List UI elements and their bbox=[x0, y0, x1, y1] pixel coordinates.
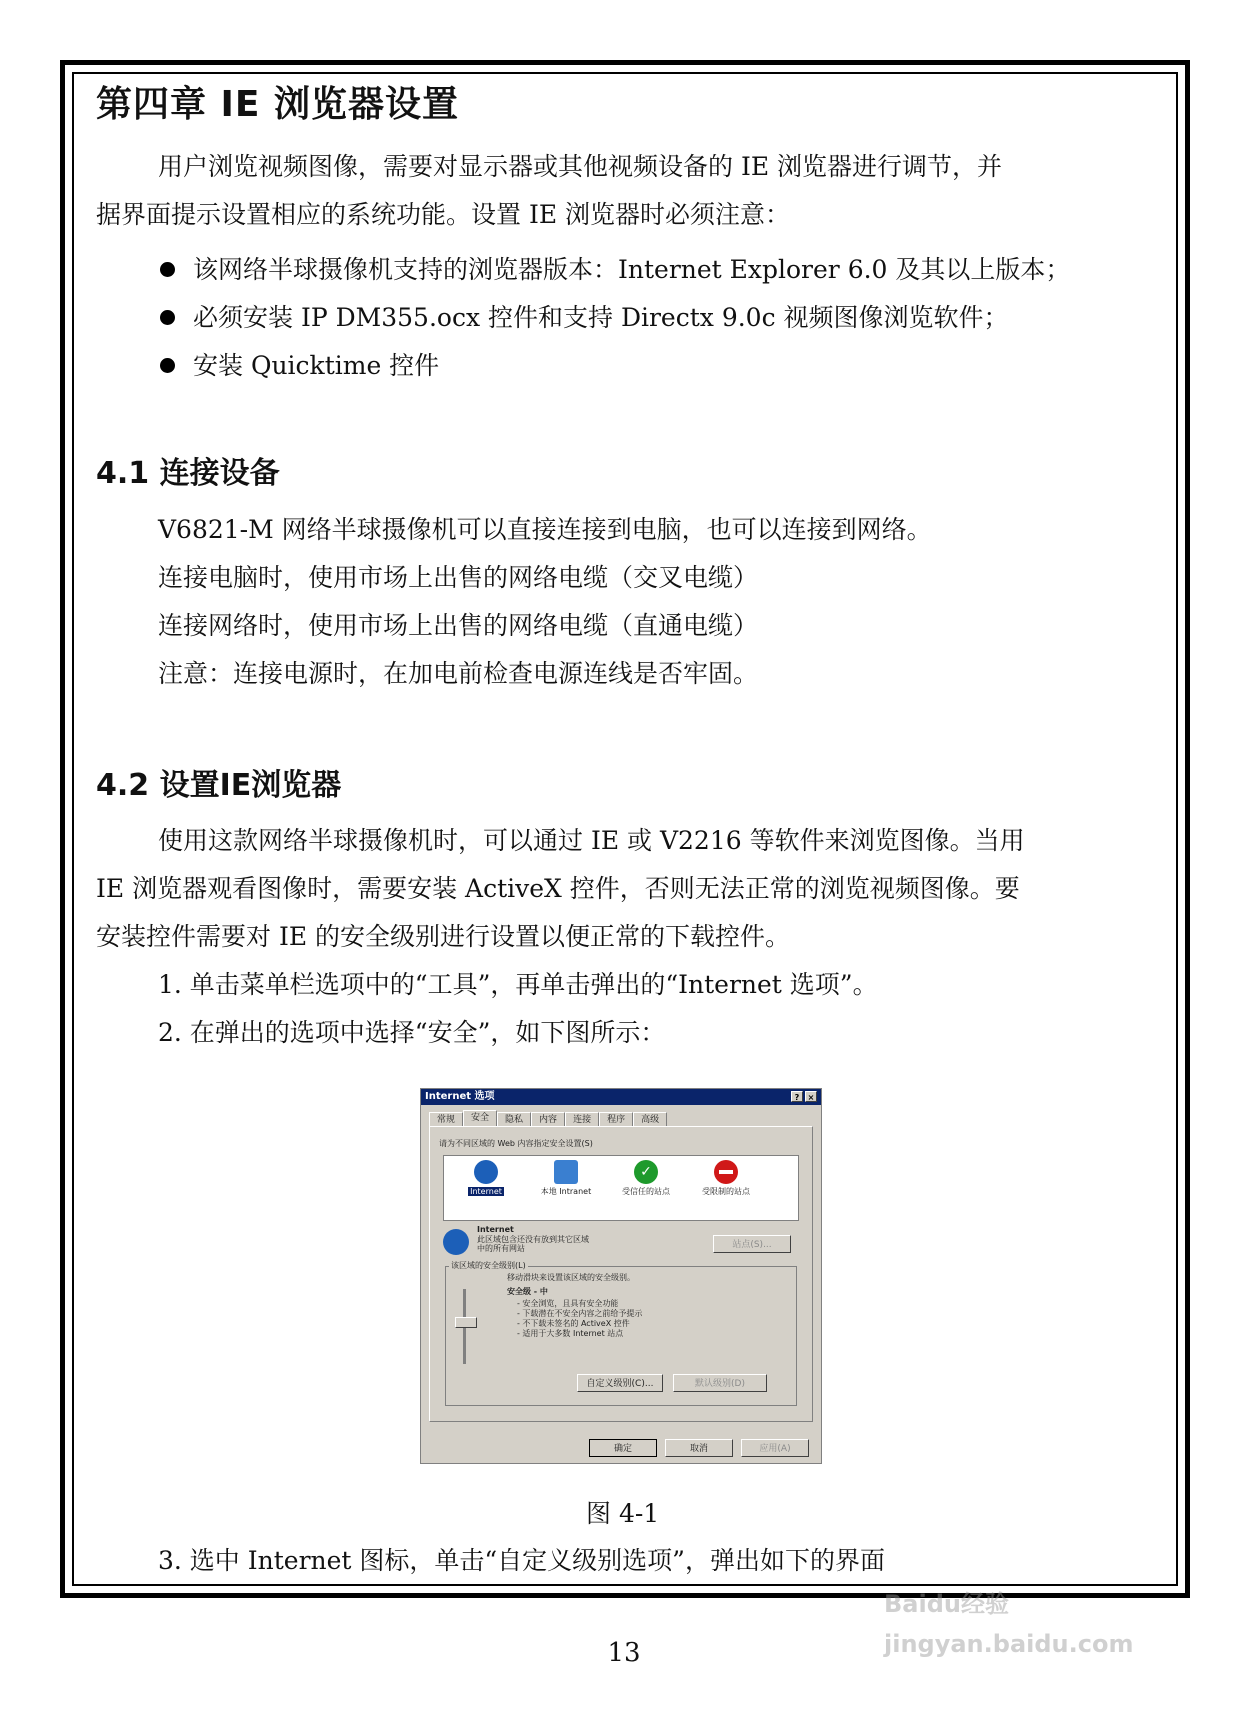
zone-trusted[interactable]: ✓ 受信任的站点 bbox=[608, 1160, 684, 1196]
zone-prompt: 请为不同区域的 Web 内容指定安全设置(S) bbox=[439, 1139, 593, 1148]
cancel-button[interactable]: 取消 bbox=[665, 1439, 733, 1457]
bullet-dot-icon bbox=[160, 310, 175, 325]
ok-button[interactable]: 确定 bbox=[589, 1439, 657, 1457]
zone-internet[interactable]: Internet bbox=[448, 1160, 524, 1196]
watermark: Baidu经验 jingyan.baidu.com bbox=[884, 1590, 1134, 1658]
check-icon: ✓ bbox=[634, 1160, 658, 1184]
section-4-2-para-line: IE 浏览器观看图像时，需要安装 ActiveX 控件，否则无法正常的浏览视频图像。要 bbox=[96, 874, 1020, 903]
section-4-1-line: 连接网络时，使用市场上出售的网络电缆（直通电缆） bbox=[158, 611, 759, 640]
chapter-title: 第四章 IE 浏览器设置 bbox=[96, 84, 460, 125]
close-button[interactable]: × bbox=[805, 1091, 817, 1102]
section-4-2-para-line: 安装控件需要对 IE 的安全级别进行设置以便正常的下载控件。 bbox=[96, 922, 791, 951]
intro-line-1: 用户浏览视频图像，需要对显示器或其他视频设备的 IE 浏览器进行调节，并 bbox=[158, 152, 1003, 181]
intranet-icon bbox=[554, 1160, 578, 1184]
dialog-titlebar bbox=[421, 1089, 821, 1105]
globe-icon bbox=[474, 1160, 498, 1184]
security-slider-thumb[interactable] bbox=[455, 1317, 477, 1328]
bullet-dot-icon bbox=[160, 262, 175, 277]
step-2: 2. 在弹出的选项中选择“安全”，如下图所示： bbox=[158, 1018, 666, 1047]
security-level-hint: 移动滑块来设置该区域的安全级别。 bbox=[507, 1273, 635, 1282]
dialog-tabs bbox=[429, 1110, 667, 1126]
section-4-1-line: 连接电脑时，使用市场上出售的网络电缆（交叉电缆） bbox=[158, 563, 759, 592]
step-1: 1. 单击菜单栏选项中的“工具”，再单击弹出的“Internet 选项”。 bbox=[158, 970, 878, 999]
tab-security[interactable]: 安全 bbox=[463, 1110, 497, 1127]
zone-restricted[interactable]: 受限制的站点 bbox=[688, 1160, 764, 1196]
section-4-2-heading: 4.2 设置IE浏览器 bbox=[96, 768, 342, 803]
custom-level-button[interactable]: 自定义级别(C)... bbox=[577, 1374, 663, 1392]
zone-local-intranet[interactable]: 本地 Intranet bbox=[528, 1160, 604, 1196]
bullet-item: 必须安装 IP DM355.ocx 控件和支持 Directx 9.0c 视频图像浏览软件； bbox=[160, 298, 1009, 334]
security-level-item: - 不下载未签名的 ActiveX 控件 bbox=[517, 1319, 630, 1328]
page-number: 13 bbox=[607, 1638, 641, 1668]
security-level-label: 该区域的安全级别(L) bbox=[451, 1261, 526, 1270]
tab-advanced[interactable]: 高级 bbox=[633, 1112, 667, 1127]
default-level-button[interactable]: 默认级别(D) bbox=[673, 1374, 767, 1392]
sites-button[interactable]: 站点(S)... bbox=[713, 1235, 791, 1253]
zone-description: 中的所有网站 bbox=[477, 1244, 525, 1253]
tab-content[interactable]: 内容 bbox=[531, 1112, 565, 1127]
zone-description: 此区域包含还没有放到其它区域 bbox=[477, 1235, 589, 1244]
security-level-item: - 安全浏览，且具有安全功能 bbox=[517, 1299, 619, 1308]
internet-options-dialog bbox=[420, 1088, 822, 1464]
tab-programs[interactable]: 程序 bbox=[599, 1112, 633, 1127]
section-4-2-para-line: 使用这款网络半球摄像机时，可以通过 IE 或 V2216 等软件来浏览图像。当用 bbox=[158, 826, 1025, 855]
security-level-item: - 适用于大多数 Internet 站点 bbox=[517, 1329, 624, 1338]
step-3: 3. 选中 Internet 图标，单击“自定义级别选项”，弹出如下的界面 bbox=[158, 1546, 885, 1575]
help-button[interactable]: ? bbox=[791, 1091, 803, 1102]
intro-line-2: 据界面提示设置相应的系统功能。设置 IE 浏览器时必须注意： bbox=[96, 200, 791, 229]
section-4-1-heading: 4.1 连接设备 bbox=[96, 456, 280, 491]
zone-name: Internet bbox=[477, 1225, 514, 1234]
security-level-name: 安全级 - 中 bbox=[507, 1287, 548, 1296]
security-level-item: - 下载潜在不安全内容之前给予提示 bbox=[517, 1309, 643, 1318]
section-4-1-line: 注意：连接电源时，在加电前检查电源连线是否牢固。 bbox=[158, 659, 759, 688]
zone-list bbox=[443, 1155, 799, 1221]
tab-privacy[interactable]: 隐私 bbox=[497, 1112, 531, 1127]
tab-connections[interactable]: 连接 bbox=[565, 1112, 599, 1127]
restricted-icon bbox=[714, 1160, 738, 1184]
dialog-title: Internet 选项 bbox=[425, 1091, 495, 1102]
bullet-item: 该网络半球摄像机支持的浏览器版本：Internet Explorer 6.0 及其以上版本； bbox=[160, 250, 1070, 286]
globe-icon bbox=[443, 1229, 469, 1255]
bullet-item: 安装 Quicktime 控件 bbox=[160, 346, 439, 382]
apply-button[interactable]: 应用(A) bbox=[741, 1439, 809, 1457]
section-4-1-line: V6821-M 网络半球摄像机可以直接连接到电脑，也可以连接到网络。 bbox=[158, 515, 932, 544]
tab-general[interactable]: 常规 bbox=[429, 1112, 463, 1127]
figure-caption: 图 4-1 bbox=[586, 1499, 660, 1528]
bullet-dot-icon bbox=[160, 358, 175, 373]
